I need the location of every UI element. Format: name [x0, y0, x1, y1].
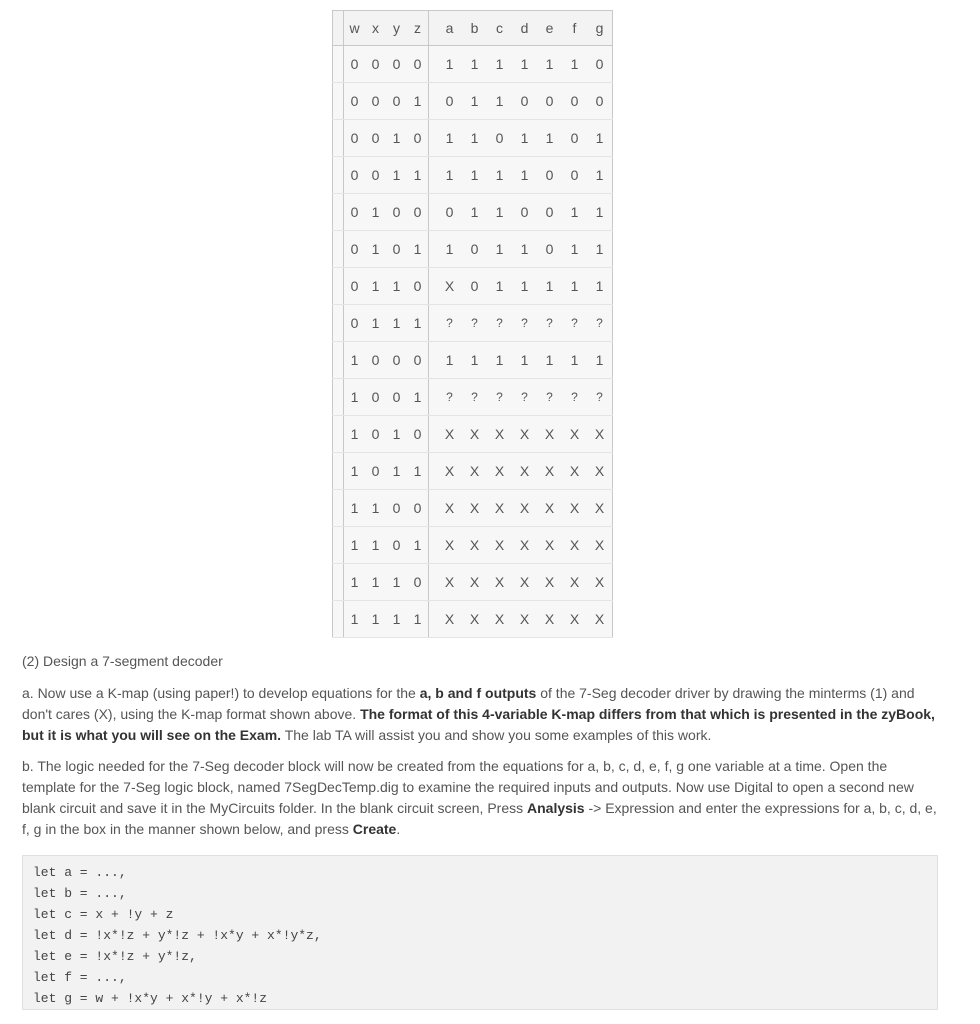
output-cell-a: X	[437, 490, 462, 527]
input-cell-w: 0	[344, 120, 366, 157]
input-cell-z: 1	[407, 527, 429, 564]
para-b-text-1: b. The logic needed for the 7-Seg decoder block will now be created from the equations for a, b, c, d, e, f, g one variable at a time. Open the template for the 7-Seg logic block, named 7SegDecTemp.dig to examine the required inputs and outputs. Now use Digital to open a second new blank circuit and save it in the MyCircuits folder. In the blank circuit screen, Press	[22, 758, 914, 816]
table-row	[333, 527, 613, 564]
header-input-x: x	[365, 11, 386, 46]
output-cell-c: ?	[487, 379, 512, 416]
output-cell-d: 1	[512, 231, 537, 268]
output-cell-g: X	[587, 453, 613, 490]
output-cell-d: 1	[512, 120, 537, 157]
input-cell-x: 1	[365, 527, 386, 564]
output-cell-e: 1	[537, 120, 562, 157]
output-cell-f: 1	[562, 268, 587, 305]
code-line-d: let d = !x*!z + y*!z + !x*y + x*!y*z,	[33, 928, 322, 943]
input-cell-w: 1	[344, 490, 366, 527]
code-block	[22, 855, 938, 1010]
table-left-gap	[333, 416, 344, 453]
input-cell-x: 1	[365, 601, 386, 638]
input-cell-y: 0	[386, 527, 407, 564]
input-cell-w: 1	[344, 379, 366, 416]
table-left-gap	[333, 231, 344, 268]
para-b-text-3: .	[396, 821, 401, 837]
output-cell-f: 1	[562, 46, 587, 83]
output-cell-f: ?	[562, 305, 587, 342]
output-cell-f: 1	[562, 194, 587, 231]
output-cell-b: 1	[462, 120, 487, 157]
header-output-b: b	[462, 11, 487, 46]
output-cell-f: X	[562, 601, 587, 638]
output-cell-d: X	[512, 416, 537, 453]
input-cell-z: 1	[407, 305, 429, 342]
input-cell-z: 0	[407, 194, 429, 231]
input-cell-w: 1	[344, 342, 366, 379]
input-cell-w: 0	[344, 305, 366, 342]
output-cell-e: 1	[537, 46, 562, 83]
table-mid-gap	[429, 120, 438, 157]
output-cell-a: 1	[437, 342, 462, 379]
output-cell-c: 1	[487, 231, 512, 268]
output-cell-c: 1	[487, 268, 512, 305]
output-cell-e: ?	[537, 379, 562, 416]
input-cell-w: 0	[344, 157, 366, 194]
input-cell-z: 1	[407, 453, 429, 490]
input-cell-x: 0	[365, 157, 386, 194]
input-cell-x: 1	[365, 268, 386, 305]
table-mid-gap	[429, 379, 438, 416]
table-row	[333, 490, 613, 527]
input-cell-w: 1	[344, 601, 366, 638]
table-left-gap	[333, 83, 344, 120]
input-cell-z: 0	[407, 416, 429, 453]
table-left-gap	[333, 11, 344, 46]
output-cell-c: 1	[487, 194, 512, 231]
output-cell-e: 0	[537, 194, 562, 231]
table-mid-gap	[429, 231, 438, 268]
output-cell-b: X	[462, 416, 487, 453]
table-mid-gap	[429, 268, 438, 305]
header-output-e: e	[537, 11, 562, 46]
instruction-paragraph-b	[22, 756, 942, 840]
output-cell-c: ?	[487, 305, 512, 342]
table-left-gap	[333, 268, 344, 305]
table-mid-gap	[429, 527, 438, 564]
output-cell-a: X	[437, 564, 462, 601]
input-cell-y: 1	[386, 268, 407, 305]
header-output-f: f	[562, 11, 587, 46]
output-cell-d: 1	[512, 46, 537, 83]
output-cell-f: X	[562, 564, 587, 601]
table-row	[333, 601, 613, 638]
output-cell-b: 0	[462, 231, 487, 268]
input-cell-z: 1	[407, 157, 429, 194]
output-cell-f: 0	[562, 120, 587, 157]
output-cell-b: X	[462, 527, 487, 564]
output-cell-g: 1	[587, 194, 613, 231]
output-cell-g: X	[587, 601, 613, 638]
input-cell-y: 1	[386, 157, 407, 194]
code-line-a: let a = ...,	[33, 865, 127, 880]
table-mid-gap	[429, 194, 438, 231]
code-line-b: let b = ...,	[33, 886, 127, 901]
output-cell-c: 1	[487, 46, 512, 83]
header-input-y: y	[386, 11, 407, 46]
input-cell-x: 0	[365, 83, 386, 120]
instruction-paragraph-a	[22, 683, 942, 746]
output-cell-c: 1	[487, 157, 512, 194]
output-cell-c: 1	[487, 83, 512, 120]
output-cell-g: 1	[587, 231, 613, 268]
input-cell-x: 0	[365, 342, 386, 379]
output-cell-g: 0	[587, 46, 613, 83]
output-cell-c: 0	[487, 120, 512, 157]
output-cell-f: 0	[562, 157, 587, 194]
para-a-bold-1: a, b and f outputs	[419, 685, 537, 701]
input-cell-w: 0	[344, 268, 366, 305]
table-mid-gap	[429, 453, 438, 490]
output-cell-d: X	[512, 490, 537, 527]
input-cell-x: 1	[365, 231, 386, 268]
output-cell-b: ?	[462, 379, 487, 416]
output-cell-e: 0	[537, 157, 562, 194]
truth-table	[332, 10, 613, 638]
input-cell-x: 0	[365, 46, 386, 83]
output-cell-f: X	[562, 490, 587, 527]
input-cell-y: 1	[386, 120, 407, 157]
output-cell-e: 1	[537, 268, 562, 305]
output-cell-a: X	[437, 416, 462, 453]
output-cell-b: 1	[462, 83, 487, 120]
output-cell-g: X	[587, 527, 613, 564]
input-cell-y: 1	[386, 564, 407, 601]
output-cell-d: 1	[512, 268, 537, 305]
input-cell-y: 0	[386, 379, 407, 416]
output-cell-g: 1	[587, 342, 613, 379]
header-output-a: a	[437, 11, 462, 46]
output-cell-f: 1	[562, 231, 587, 268]
output-cell-d: X	[512, 564, 537, 601]
output-cell-a: 1	[437, 157, 462, 194]
output-cell-b: 0	[462, 268, 487, 305]
table-mid-gap	[429, 342, 438, 379]
input-cell-x: 0	[365, 120, 386, 157]
output-cell-a: ?	[437, 379, 462, 416]
table-mid-gap	[429, 11, 438, 46]
output-cell-a: 1	[437, 46, 462, 83]
output-cell-c: X	[487, 490, 512, 527]
input-cell-w: 0	[344, 46, 366, 83]
table-left-gap	[333, 342, 344, 379]
input-cell-z: 0	[407, 120, 429, 157]
input-cell-y: 1	[386, 453, 407, 490]
output-cell-f: X	[562, 416, 587, 453]
output-cell-b: 1	[462, 46, 487, 83]
input-cell-x: 0	[365, 416, 386, 453]
table-left-gap	[333, 46, 344, 83]
output-cell-g: 1	[587, 120, 613, 157]
output-cell-b: X	[462, 490, 487, 527]
analysis-menu-label: Analysis	[527, 800, 585, 816]
output-cell-c: X	[487, 416, 512, 453]
header-output-c: c	[487, 11, 512, 46]
input-cell-z: 1	[407, 601, 429, 638]
code-line-g: let g = w + !x*y + x*!y + x*!z	[33, 991, 268, 1006]
table-mid-gap	[429, 83, 438, 120]
table-row	[333, 305, 613, 342]
output-cell-f: ?	[562, 379, 587, 416]
header-output-g: g	[587, 11, 613, 46]
output-cell-d: ?	[512, 379, 537, 416]
output-cell-g: 0	[587, 83, 613, 120]
output-cell-b: X	[462, 601, 487, 638]
table-mid-gap	[429, 46, 438, 83]
output-cell-b: 1	[462, 157, 487, 194]
table-row	[333, 564, 613, 601]
header-output-d: d	[512, 11, 537, 46]
output-cell-g: ?	[587, 305, 613, 342]
table-left-gap	[333, 527, 344, 564]
input-cell-x: 1	[365, 490, 386, 527]
input-cell-w: 0	[344, 231, 366, 268]
output-cell-a: X	[437, 453, 462, 490]
output-cell-d: X	[512, 453, 537, 490]
output-cell-c: X	[487, 527, 512, 564]
output-cell-g: X	[587, 416, 613, 453]
output-cell-a: 1	[437, 231, 462, 268]
output-cell-b: 1	[462, 342, 487, 379]
output-cell-c: 1	[487, 342, 512, 379]
output-cell-e: 0	[537, 83, 562, 120]
input-cell-y: 0	[386, 194, 407, 231]
output-cell-g: 1	[587, 268, 613, 305]
output-cell-g: X	[587, 564, 613, 601]
input-cell-y: 1	[386, 416, 407, 453]
output-cell-f: 0	[562, 83, 587, 120]
table-mid-gap	[429, 601, 438, 638]
input-cell-y: 1	[386, 305, 407, 342]
para-b-text-2: -> Expression and enter the expressions for a, b, c, d, e, f, g in the box in the manner shown below, and press	[22, 800, 937, 837]
table-mid-gap	[429, 416, 438, 453]
output-cell-a: 0	[437, 194, 462, 231]
table-left-gap	[333, 120, 344, 157]
table-row	[333, 416, 613, 453]
output-cell-a: 1	[437, 120, 462, 157]
create-button-label: Create	[352, 821, 397, 837]
input-cell-w: 0	[344, 194, 366, 231]
output-cell-e: X	[537, 416, 562, 453]
output-cell-b: 1	[462, 194, 487, 231]
output-cell-d: 0	[512, 194, 537, 231]
input-cell-z: 0	[407, 342, 429, 379]
output-cell-c: X	[487, 601, 512, 638]
input-cell-x: 0	[365, 379, 386, 416]
output-cell-g: X	[587, 490, 613, 527]
para-a-text-3: The lab TA will assist you and show you some examples of this work.	[281, 727, 712, 743]
input-cell-z: 0	[407, 268, 429, 305]
truth-table-header-row	[333, 11, 613, 46]
input-cell-z: 0	[407, 490, 429, 527]
output-cell-a: X	[437, 527, 462, 564]
output-cell-a: X	[437, 268, 462, 305]
para-a-bold-2: The format of this 4-variable K-map differs from that which is presented in the zyBook, but it is what you will see on the Exam.	[22, 706, 935, 743]
output-cell-e: X	[537, 564, 562, 601]
table-left-gap	[333, 157, 344, 194]
input-cell-z: 0	[407, 46, 429, 83]
table-row	[333, 83, 613, 120]
table-left-gap	[333, 601, 344, 638]
table-mid-gap	[429, 490, 438, 527]
input-cell-y: 0	[386, 490, 407, 527]
output-cell-f: X	[562, 453, 587, 490]
output-cell-d: X	[512, 527, 537, 564]
table-row	[333, 231, 613, 268]
table-left-gap	[333, 305, 344, 342]
output-cell-e: X	[537, 601, 562, 638]
output-cell-e: 1	[537, 342, 562, 379]
output-cell-d: 1	[512, 342, 537, 379]
output-cell-d: 1	[512, 157, 537, 194]
output-cell-f: 1	[562, 342, 587, 379]
output-cell-f: X	[562, 527, 587, 564]
output-cell-g: 1	[587, 157, 613, 194]
table-row	[333, 342, 613, 379]
header-input-w: w	[344, 11, 366, 46]
input-cell-w: 1	[344, 527, 366, 564]
table-row	[333, 453, 613, 490]
code-line-f: let f = ...,	[33, 970, 127, 985]
input-cell-y: 0	[386, 231, 407, 268]
table-left-gap	[333, 453, 344, 490]
output-cell-d: X	[512, 601, 537, 638]
input-cell-x: 1	[365, 564, 386, 601]
output-cell-a: 0	[437, 83, 462, 120]
table-left-gap	[333, 379, 344, 416]
table-mid-gap	[429, 305, 438, 342]
output-cell-a: X	[437, 601, 462, 638]
input-cell-w: 1	[344, 564, 366, 601]
table-row	[333, 46, 613, 83]
output-cell-b: X	[462, 453, 487, 490]
output-cell-b: X	[462, 564, 487, 601]
output-cell-c: X	[487, 453, 512, 490]
output-cell-e: X	[537, 453, 562, 490]
input-cell-x: 0	[365, 453, 386, 490]
table-row	[333, 120, 613, 157]
input-cell-y: 1	[386, 601, 407, 638]
input-cell-z: 1	[407, 231, 429, 268]
table-left-gap	[333, 564, 344, 601]
table-mid-gap	[429, 564, 438, 601]
input-cell-y: 0	[386, 342, 407, 379]
input-cell-w: 1	[344, 416, 366, 453]
input-cell-z: 1	[407, 83, 429, 120]
table-left-gap	[333, 194, 344, 231]
output-cell-e: X	[537, 490, 562, 527]
table-row	[333, 268, 613, 305]
code-line-c: let c = x + !y + z	[33, 907, 174, 922]
input-cell-w: 1	[344, 453, 366, 490]
output-cell-c: X	[487, 564, 512, 601]
output-cell-d: 0	[512, 83, 537, 120]
output-cell-e: 0	[537, 231, 562, 268]
input-cell-x: 1	[365, 194, 386, 231]
output-cell-d: ?	[512, 305, 537, 342]
table-mid-gap	[429, 157, 438, 194]
header-input-z: z	[407, 11, 429, 46]
table-row	[333, 194, 613, 231]
table-left-gap	[333, 490, 344, 527]
table-row	[333, 379, 613, 416]
input-cell-x: 1	[365, 305, 386, 342]
input-cell-z: 1	[407, 379, 429, 416]
para-a-text-1: a. Now use a K-map (using paper!) to develop equations for the	[22, 685, 420, 701]
input-cell-z: 0	[407, 564, 429, 601]
output-cell-b: ?	[462, 305, 487, 342]
output-cell-a: ?	[437, 305, 462, 342]
input-cell-y: 0	[386, 46, 407, 83]
input-cell-w: 0	[344, 83, 366, 120]
para-a-text-2: of the 7-Seg decoder driver by drawing the minterms (1) and don't cares (X), using the K-map format shown above.	[22, 685, 915, 722]
output-cell-e: ?	[537, 305, 562, 342]
truth-table-body	[333, 46, 613, 638]
section-title: (2) Design a 7-segment decoder	[22, 653, 223, 669]
table-row	[333, 157, 613, 194]
code-line-e: let e = !x*!z + y*!z,	[33, 949, 197, 964]
output-cell-g: ?	[587, 379, 613, 416]
output-cell-e: X	[537, 527, 562, 564]
input-cell-y: 0	[386, 83, 407, 120]
